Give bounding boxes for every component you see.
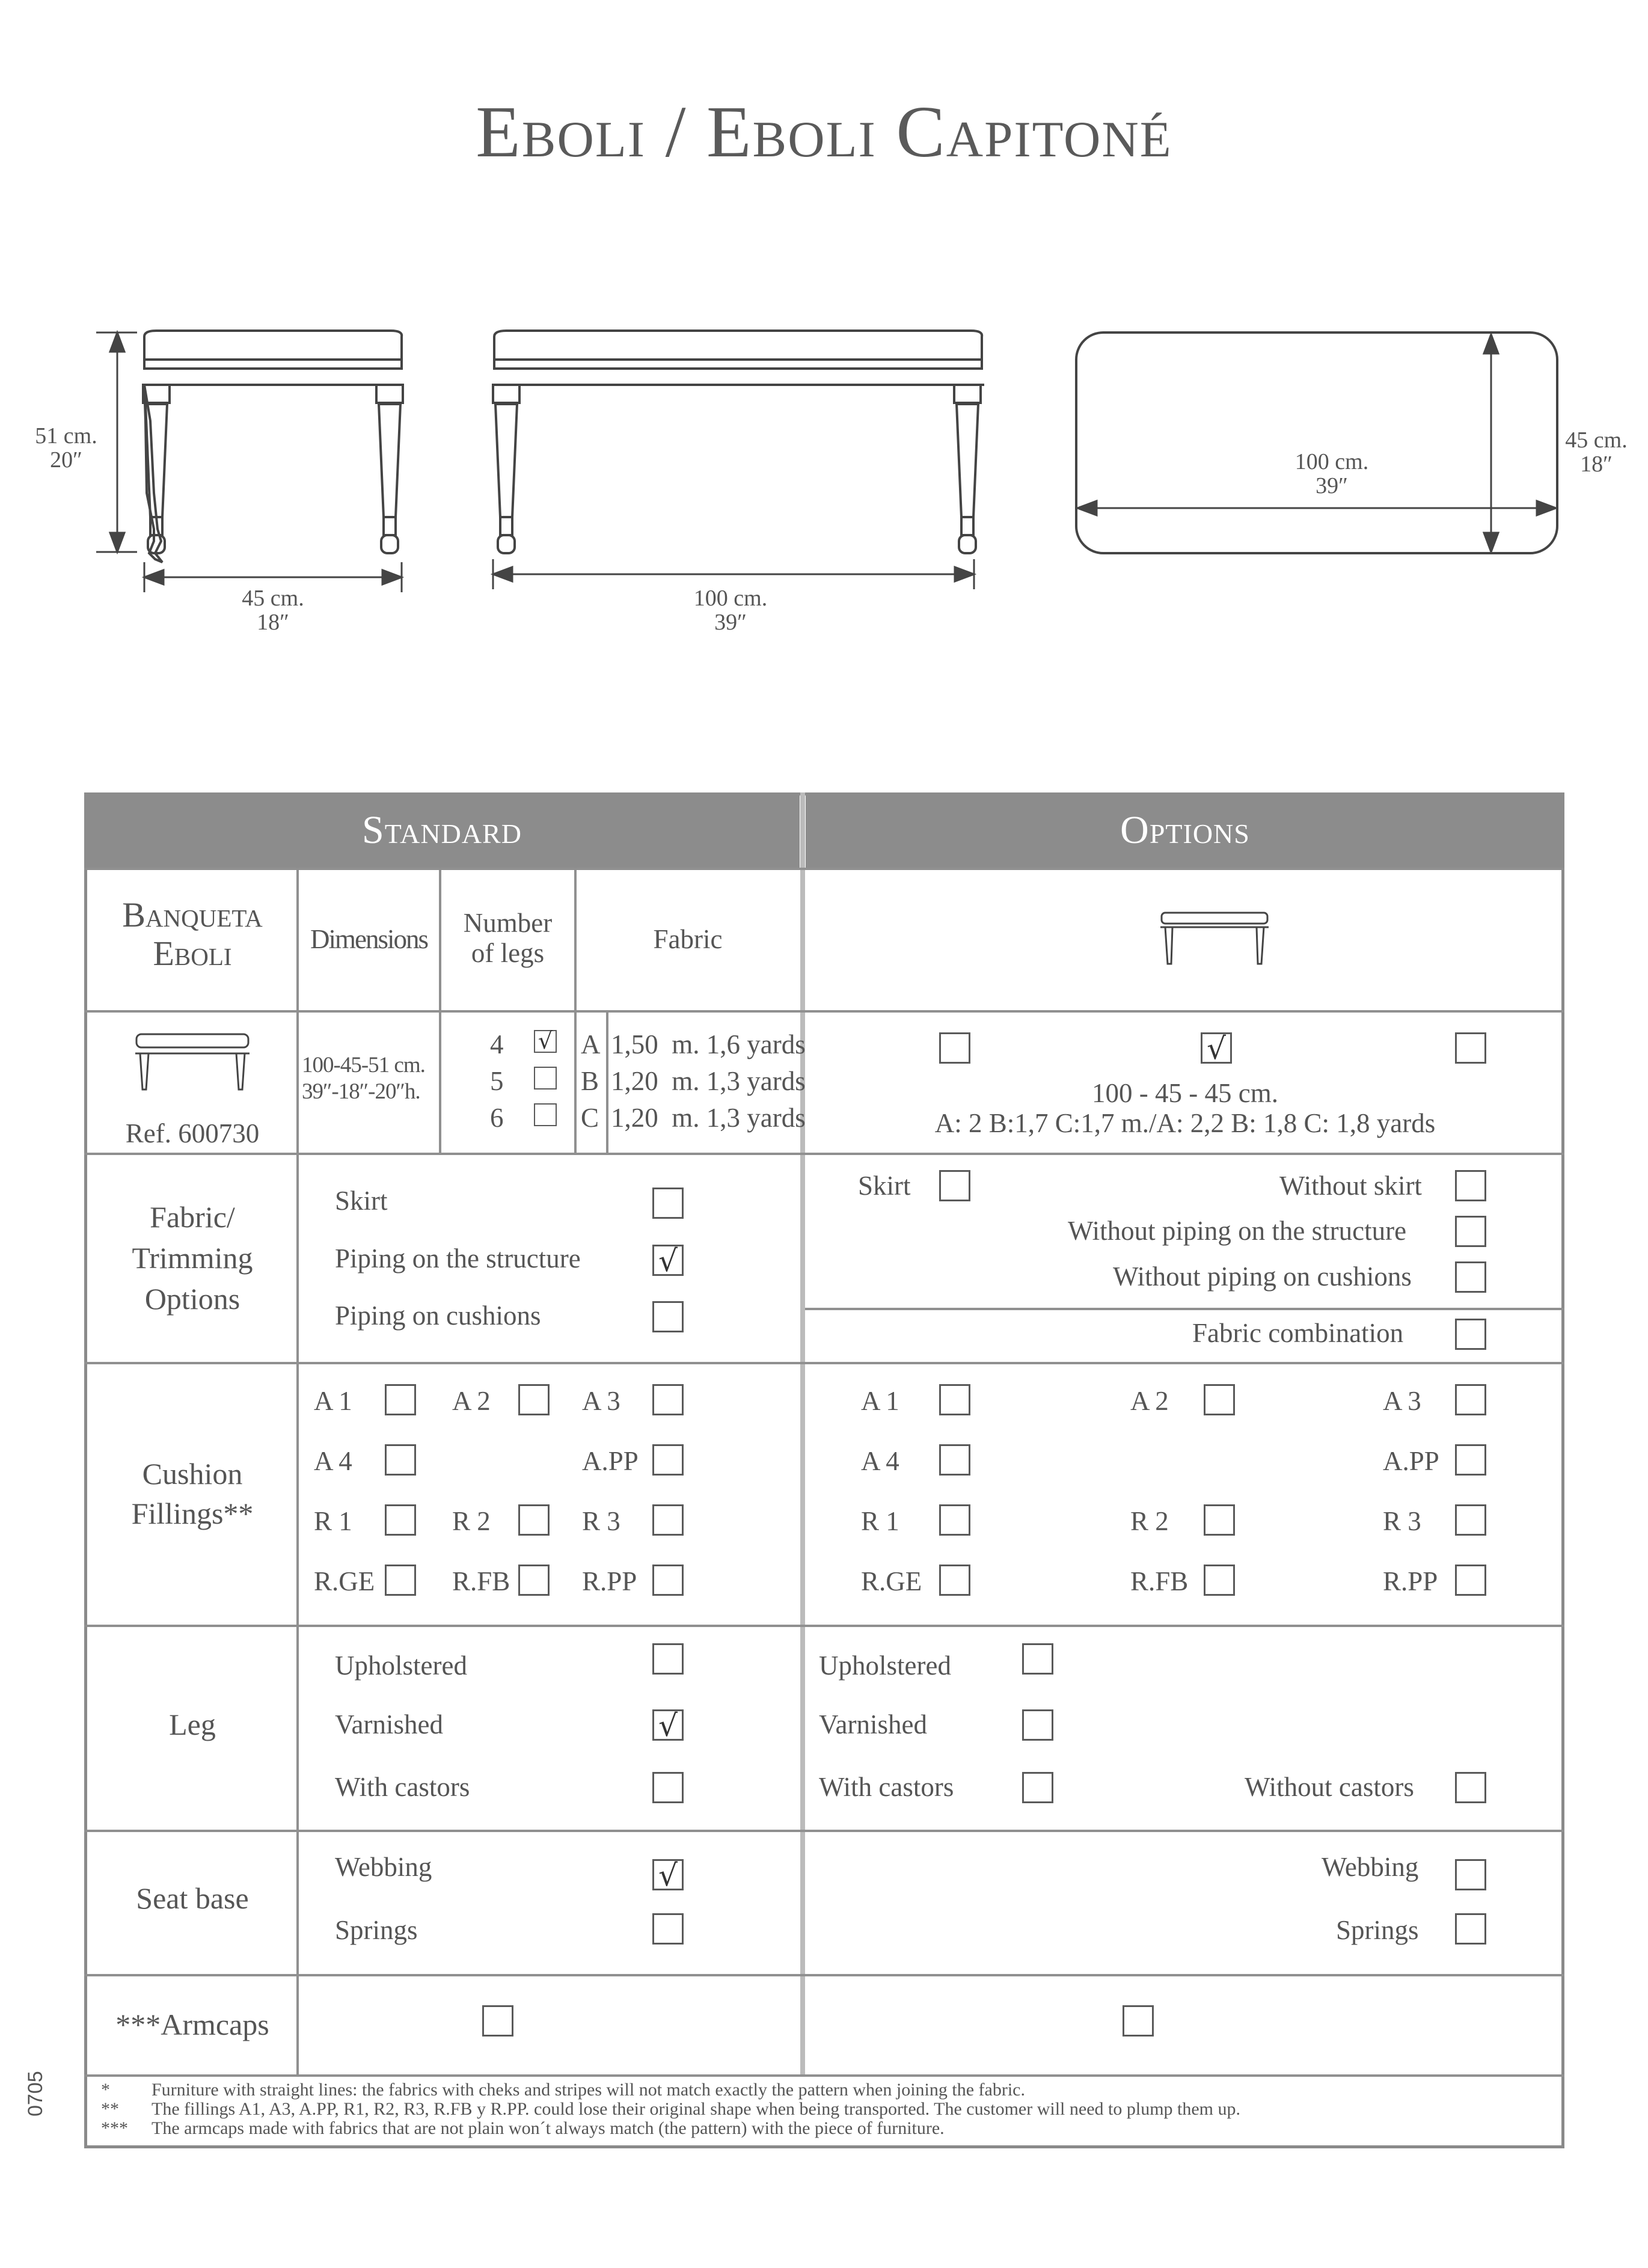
option-filling-r1-label: R 1	[861, 1506, 899, 1536]
side-depth-cm: 45 cm.	[242, 586, 304, 611]
fabric-trimming-line3: Options	[144, 1282, 240, 1316]
option-fabric: A: 2 B:1,7 C:1,7 m./A: 2,2 B: 1,8 C: 1,8 yards	[934, 1108, 1436, 1138]
option-skirt-label: Skirt	[858, 1171, 911, 1201]
option-upholstered-checkbox[interactable]	[1022, 1643, 1053, 1675]
springs-label: Springs	[335, 1915, 418, 1945]
filling-rfb-checkbox[interactable]	[518, 1565, 550, 1596]
option-with-castors-label: With castors	[819, 1772, 954, 1802]
top-width-label	[1281, 450, 1383, 498]
option-filling-a3-label: A 3	[1383, 1386, 1421, 1416]
filling-a3-label: A 3	[582, 1386, 620, 1416]
col-legs-line1: Number	[463, 908, 553, 938]
top-view-drawing	[1076, 333, 1557, 553]
option-skirt-checkbox[interactable]	[939, 1170, 970, 1201]
filling-r3-label: R 3	[582, 1506, 620, 1536]
filling-a2-checkbox[interactable]	[518, 1384, 550, 1415]
upholstered-checkbox[interactable]	[652, 1643, 684, 1675]
upholstered-label: Upholstered	[335, 1650, 467, 1681]
springs-checkbox[interactable]	[652, 1913, 684, 1945]
option-filling-app-label: A.PP	[1383, 1446, 1439, 1476]
with-castors-checkbox[interactable]	[652, 1772, 684, 1803]
option-filling-r3-label: R 3	[1383, 1506, 1421, 1536]
with-castors-label: With castors	[335, 1772, 470, 1802]
legs-5-checkbox[interactable]	[534, 1067, 557, 1090]
footnote-1-mark: *	[101, 2080, 110, 2100]
col-dimensions: Dimensions	[310, 924, 427, 954]
col-fabric: Fabric	[653, 924, 723, 954]
option-webbing-checkbox[interactable]	[1455, 1859, 1486, 1890]
option-dims-checkbox-3[interactable]	[1455, 1032, 1486, 1064]
fabric-value-a: 1,50 m. 1,6 yards	[611, 1029, 806, 1059]
option-filling-r2-label: R 2	[1130, 1506, 1169, 1536]
skirt-checkbox[interactable]	[652, 1188, 684, 1219]
option-webbing-label: Webbing	[1322, 1852, 1419, 1882]
webbing-checkbox[interactable]	[652, 1858, 684, 1893]
col-legs-line2: of legs	[471, 938, 545, 968]
options-header: Options	[806, 792, 1564, 868]
fabric-letter-c: C	[581, 1103, 599, 1133]
option-dims-checkbox-2[interactable]	[1201, 1032, 1232, 1064]
option-filling-rfb-label: R.FB	[1130, 1566, 1189, 1596]
option-armcaps-checkbox[interactable]	[1123, 2005, 1154, 2037]
checkmark-icon: √	[538, 1028, 553, 1054]
filling-r3-checkbox[interactable]	[652, 1504, 684, 1536]
filling-a4-checkbox[interactable]	[385, 1444, 416, 1476]
option-filling-r3-checkbox[interactable]	[1455, 1504, 1486, 1536]
varnished-checkbox[interactable]	[652, 1709, 684, 1741]
legs-5-label: 5	[490, 1066, 504, 1096]
filling-rge-checkbox[interactable]	[385, 1565, 416, 1596]
filling-a2-label: A 2	[452, 1386, 491, 1416]
footnote-3: The armcaps made with fabrics that are not plain won´t always match (the pattern) with the piece of furniture.	[152, 2118, 945, 2138]
page-title: Eboli / Eboli Capitoné	[476, 91, 1172, 173]
option-without-piping-structure-checkbox[interactable]	[1455, 1216, 1486, 1247]
fillings-line2: Fillings**	[131, 1497, 254, 1530]
side-depth-in: 18″	[257, 610, 289, 635]
side-height-cm: 51 cm.	[35, 423, 97, 449]
rule	[84, 2074, 1564, 2077]
filling-rge-label: R.GE	[314, 1566, 375, 1596]
fabric-value-c: 1,20 m. 1,3 yards	[611, 1103, 806, 1133]
rule	[84, 1153, 1564, 1155]
rule	[805, 1308, 1564, 1310]
option-filling-a1-label: A 1	[861, 1386, 899, 1416]
rule	[606, 1010, 608, 1153]
option-varnished-checkbox[interactable]	[1022, 1709, 1053, 1741]
option-fabric-combination-label: Fabric combination	[1192, 1318, 1404, 1348]
piping-structure-label: Piping on the structure	[335, 1243, 581, 1273]
filling-app-checkbox[interactable]	[652, 1444, 684, 1476]
filling-r1-checkbox[interactable]	[385, 1504, 416, 1536]
dims-in: 39″-18″-20″h.	[302, 1079, 420, 1104]
product-name-line1: Banqueta	[122, 895, 263, 934]
option-without-skirt-label: Without skirt	[1279, 1171, 1422, 1201]
fabric-trimming-line2: Trimming	[132, 1241, 253, 1275]
top-depth-cm: 45 cm.	[1565, 428, 1628, 453]
bench-thumbnail	[129, 1029, 256, 1099]
option-varnished-label: Varnished	[819, 1709, 927, 1739]
side-depth-label	[231, 586, 315, 634]
side-view-drawing	[142, 331, 404, 562]
option-filling-a4-label: A 4	[861, 1446, 899, 1476]
option-without-piping-structure-label: Without piping on the structure	[1068, 1216, 1407, 1246]
option-filling-rge-label: R.GE	[861, 1566, 922, 1596]
product-ref: Ref. 600730	[125, 1118, 260, 1148]
front-width-label	[679, 586, 782, 634]
option-filling-a2-label: A 2	[1130, 1386, 1169, 1416]
option-filling-rfb-checkbox[interactable]	[1204, 1565, 1235, 1596]
leg-label: Leg	[169, 1708, 216, 1741]
bench-option-icon	[1154, 907, 1275, 973]
option-filling-a3-checkbox[interactable]	[1455, 1384, 1486, 1415]
checkmark-icon: √	[658, 1243, 678, 1278]
piping-cushions-checkbox[interactable]	[652, 1301, 684, 1332]
piping-structure-checkbox[interactable]	[652, 1245, 684, 1276]
checkmark-icon: √	[658, 1858, 678, 1893]
option-filling-rpp-label: R.PP	[1383, 1566, 1438, 1596]
option-springs-label: Springs	[1336, 1915, 1419, 1945]
footnote-2: The fillings A1, A3, A.PP, R1, R2, R3, R.FB y R.PP. could lose their original shape when being transported. The customer will need to plump them up.	[152, 2099, 1241, 2119]
fillings-label	[90, 1454, 295, 1533]
option-filling-a2-checkbox[interactable]	[1204, 1384, 1235, 1415]
filling-r2-label: R 2	[452, 1506, 491, 1536]
varnished-label: Varnished	[335, 1709, 443, 1739]
option-without-skirt-checkbox[interactable]	[1455, 1170, 1486, 1201]
skirt-label: Skirt	[335, 1186, 388, 1216]
filling-a4-label: A 4	[314, 1446, 352, 1476]
top-depth-label	[1551, 428, 1641, 476]
fabric-letter-a: A	[581, 1029, 601, 1059]
option-with-castors-checkbox[interactable]	[1022, 1772, 1053, 1803]
armcaps-checkbox[interactable]	[482, 2005, 513, 2037]
legs-4-checkbox[interactable]	[534, 1030, 557, 1053]
option-fabric-combination-checkbox[interactable]	[1455, 1319, 1486, 1350]
footnote-3-mark: ***	[101, 2118, 128, 2138]
rule	[84, 1362, 1564, 1364]
fabric-trimming-label	[90, 1197, 295, 1319]
filling-a1-checkbox[interactable]	[385, 1384, 416, 1415]
side-height-label	[24, 424, 108, 472]
legs-6-checkbox[interactable]	[534, 1103, 557, 1126]
fabric-trimming-line1: Fabric/	[150, 1200, 235, 1234]
footnote-1: Furniture with straight lines: the fabrics with cheks and stripes will not match exactly the pattern when joining the fabric.	[152, 2080, 1025, 2100]
armcaps-label: ***Armcaps	[115, 2008, 269, 2041]
top-width-cm: 100 cm.	[1294, 449, 1369, 474]
fabric-value-b: 1,20 m. 1,3 yards	[611, 1066, 806, 1096]
fabric-letter-b: B	[581, 1066, 599, 1096]
filling-a3-checkbox[interactable]	[652, 1384, 684, 1415]
filling-a1-label: A 1	[314, 1386, 352, 1416]
rule	[84, 1010, 1564, 1013]
option-dims-checkbox-1[interactable]	[939, 1032, 970, 1064]
option-filling-r2-checkbox[interactable]	[1204, 1504, 1235, 1536]
legs-6-label: 6	[490, 1103, 504, 1133]
front-width-cm: 100 cm.	[693, 586, 768, 611]
option-without-piping-cushions-checkbox[interactable]	[1455, 1261, 1486, 1293]
rule	[84, 1974, 1564, 1976]
filling-rpp-label: R.PP	[582, 1566, 637, 1596]
rule	[84, 868, 1564, 870]
option-filling-rge-checkbox[interactable]	[939, 1565, 970, 1596]
option-filling-a1-checkbox[interactable]	[939, 1384, 970, 1415]
top-width-in: 39″	[1316, 473, 1348, 498]
rule	[84, 1625, 1564, 1627]
product-name	[90, 896, 295, 973]
checkmark-icon: √	[658, 1708, 678, 1743]
product-name-line2: Eboli	[153, 934, 232, 973]
option-upholstered-label: Upholstered	[819, 1650, 951, 1681]
webbing-label: Webbing	[335, 1852, 432, 1882]
legs-4-label: 4	[490, 1029, 504, 1059]
checkmark-icon: √	[1207, 1031, 1226, 1066]
filling-app-label: A.PP	[582, 1446, 639, 1476]
front-view-drawing	[492, 331, 984, 553]
option-dims: 100 - 45 - 45 cm.	[1092, 1078, 1278, 1108]
option-without-castors-label: Without castors	[1245, 1772, 1414, 1802]
option-filling-r1-checkbox[interactable]	[939, 1504, 970, 1536]
rule	[84, 1830, 1564, 1832]
filling-rpp-checkbox[interactable]	[652, 1565, 684, 1596]
filling-rfb-label: R.FB	[452, 1566, 510, 1596]
option-filling-rpp-checkbox[interactable]	[1455, 1565, 1486, 1596]
option-without-piping-cushions-label: Without piping on cushions	[1113, 1261, 1412, 1292]
option-springs-checkbox[interactable]	[1455, 1913, 1486, 1945]
rule	[574, 868, 577, 1153]
option-filling-a4-checkbox[interactable]	[939, 1444, 970, 1476]
col-legs	[441, 908, 574, 968]
front-width-in: 39″	[714, 610, 747, 635]
option-filling-app-checkbox[interactable]	[1455, 1444, 1486, 1476]
product-dims	[302, 1052, 425, 1105]
filling-r2-checkbox[interactable]	[518, 1504, 550, 1536]
piping-cushions-label: Piping on cushions	[335, 1301, 541, 1331]
column-divider	[800, 792, 805, 2076]
rule	[296, 868, 299, 2074]
side-height-in: 20″	[50, 447, 82, 473]
standard-header: Standard	[84, 792, 800, 868]
fillings-line1: Cushion	[142, 1457, 243, 1491]
seat-base-label: Seat base	[136, 1881, 249, 1915]
footnote-2-mark: **	[101, 2099, 119, 2119]
top-depth-in: 18″	[1580, 452, 1613, 477]
side-code: 0705	[24, 2071, 47, 2116]
dims-cm: 100-45-51 cm.	[302, 1053, 425, 1077]
option-without-castors-checkbox[interactable]	[1455, 1772, 1486, 1803]
filling-r1-label: R 1	[314, 1506, 352, 1536]
